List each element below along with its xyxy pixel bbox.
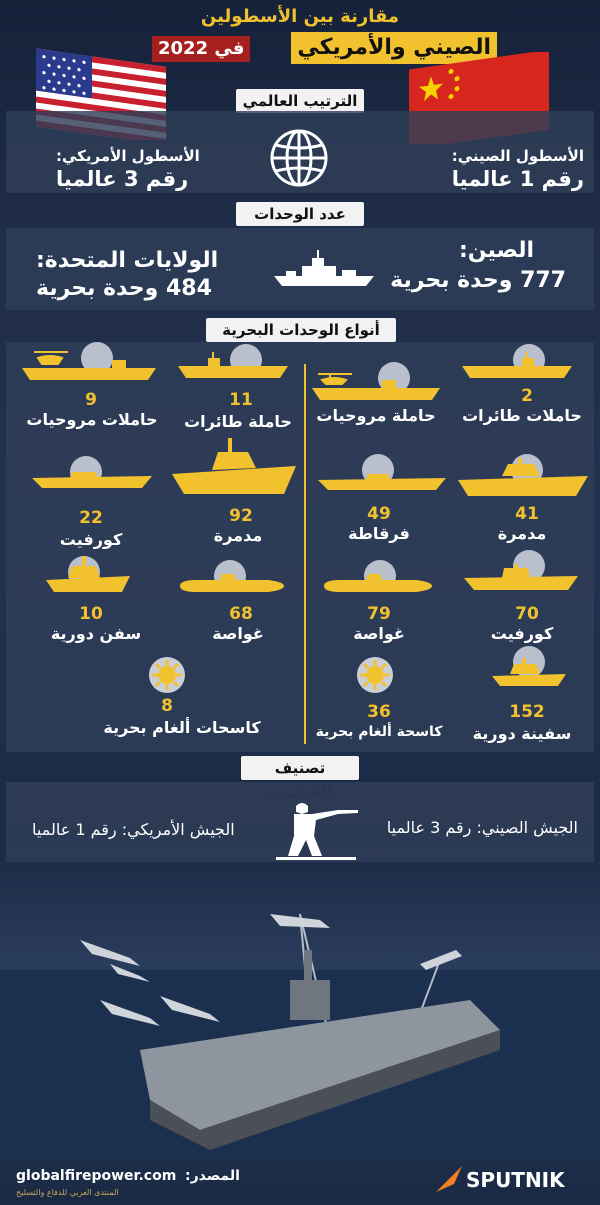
helicopter-carrier-icon xyxy=(312,366,442,402)
army-panel xyxy=(6,782,594,862)
china-corvettes-count: 70 xyxy=(515,604,539,624)
china-minesweepers-count: 36 xyxy=(367,702,391,722)
destroyer-icon xyxy=(172,438,296,498)
us-patrol-label: سفن دورية xyxy=(50,624,142,643)
us-aircraft-carriers-count: 11 xyxy=(229,390,253,410)
minesweeper-icon xyxy=(356,656,394,694)
china-helicopter-carrier-label: حاملة مروحيات xyxy=(316,406,436,425)
aircraft-carrier-icon xyxy=(462,352,572,380)
us-units-value: 484 وحدة بحرية xyxy=(36,276,212,301)
submarine-icon xyxy=(176,574,288,594)
us-corvettes-label: كورفيت xyxy=(59,530,123,549)
units-title: عدد الوحدات xyxy=(236,202,364,226)
china-destroyers-count: 41 xyxy=(515,504,539,524)
china-units-value: 777 وحدة بحرية xyxy=(390,268,566,293)
types-panel xyxy=(6,342,594,752)
source-label: المصدر: xyxy=(185,1168,240,1184)
china-fleet-value: رقم 1 عالميا xyxy=(451,167,584,191)
globe-icon xyxy=(268,127,330,189)
us-destroyers-count: 92 xyxy=(229,506,253,526)
us-submarines-count: 68 xyxy=(229,604,253,624)
us-helicopter-carriers-label: حاملات مروحيات xyxy=(26,410,158,429)
patrol-boat-icon xyxy=(492,658,566,688)
us-minesweepers-count: 8 xyxy=(161,696,173,716)
header-subtitle: مقارنة بين الأسطولين xyxy=(200,6,400,27)
helicopter-carrier-icon xyxy=(22,346,158,382)
types-title: أنواع الوحدات البحرية xyxy=(206,318,396,342)
china-patrol-label: سفينة دورية xyxy=(472,724,572,743)
brand-name: SPUTNIK xyxy=(466,1168,565,1192)
china-units-label: الصين: xyxy=(458,238,534,263)
china-minesweepers-label: كاسحة ألغام بحرية xyxy=(315,724,443,740)
soldier-icon xyxy=(268,796,362,860)
us-helicopter-carriers-count: 9 xyxy=(85,390,97,410)
us-destroyers-label: مدمرة xyxy=(213,526,263,545)
china-submarines-count: 79 xyxy=(367,604,391,624)
patrol-boat-icon xyxy=(46,556,130,594)
china-aircraft-carriers-label: حاملات طائرات xyxy=(462,406,582,425)
us-submarines-label: غواصة xyxy=(212,624,264,643)
title-highlight: الصيني والأمريكي xyxy=(291,32,497,64)
corvette-icon xyxy=(32,472,152,492)
carrier-illustration xyxy=(0,900,600,1158)
us-patrol-count: 10 xyxy=(79,604,103,624)
corvette-icon xyxy=(464,564,578,592)
us-fleet-label: الأسطول الأمريكي: xyxy=(56,147,200,165)
warship-icon xyxy=(272,250,376,290)
footer xyxy=(0,1160,600,1205)
us-units-label: الولايات المتحدة: xyxy=(36,248,219,273)
units-panel xyxy=(6,228,594,310)
army-title: تصنيف xyxy=(241,756,359,780)
us-aircraft-carriers-label: حاملة طائرات xyxy=(184,412,292,431)
submarine-icon xyxy=(320,574,436,594)
china-frigates-label: فرقاطة xyxy=(348,524,410,543)
ranking-title: الترتيب العالمي xyxy=(236,89,364,113)
china-destroyers-label: مدمرة xyxy=(497,524,547,543)
china-frigates-count: 49 xyxy=(367,504,391,524)
china-submarines-label: غواصة xyxy=(353,624,405,643)
sputnik-logo-icon xyxy=(434,1164,464,1194)
source-value: globalfirepower.com xyxy=(16,1168,177,1184)
forum-watermark: المنتدى العربي للدفاع والتسليح xyxy=(16,1188,119,1197)
frigate-icon xyxy=(318,474,446,494)
china-patrol-count: 152 xyxy=(509,702,545,722)
us-army-rank: الجيش الأمريكي: رقم 1 عالميا xyxy=(32,820,235,839)
china-corvettes-label: كورفيت xyxy=(490,624,554,643)
title-year: في 2022 xyxy=(152,36,250,62)
us-corvettes-count: 22 xyxy=(79,508,103,528)
minesweeper-icon xyxy=(148,656,186,694)
china-army-rank: الجيش الصيني: رقم 3 عالميا xyxy=(386,818,578,837)
ranking-panel xyxy=(6,111,594,193)
destroyer-icon xyxy=(458,458,588,498)
us-minesweepers-label: كاسحات ألغام بحرية xyxy=(103,718,261,737)
us-fleet-value: رقم 3 عالميا xyxy=(56,167,189,191)
aircraft-carrier-icon xyxy=(178,352,288,380)
china-fleet-label: الأسطول الصيني: xyxy=(451,147,584,165)
china-aircraft-carriers-count: 2 xyxy=(521,386,533,406)
